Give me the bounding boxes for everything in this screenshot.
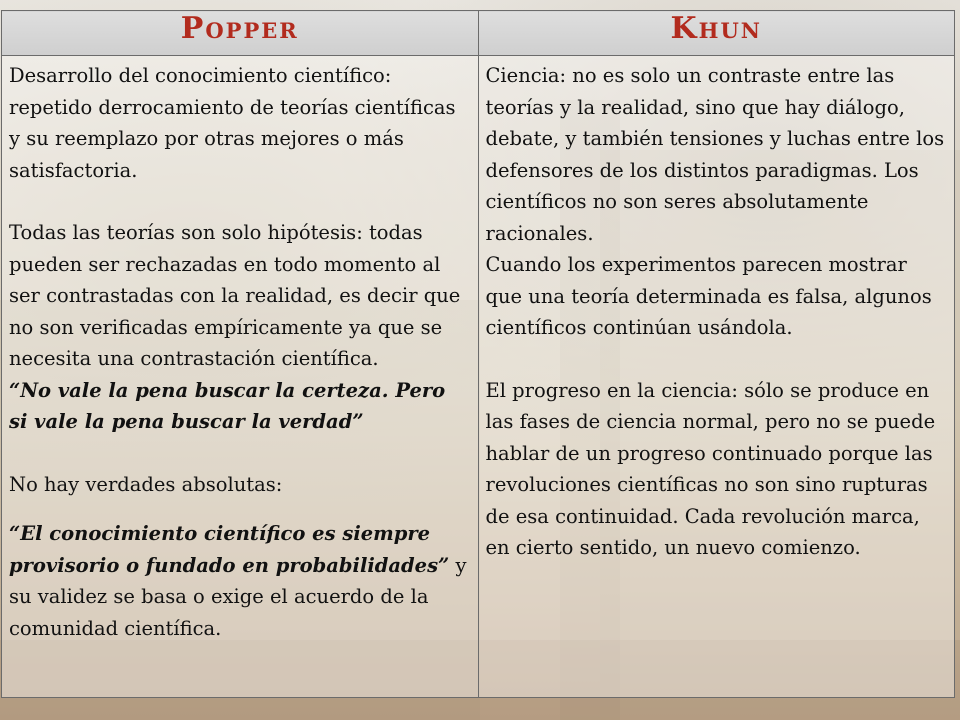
spacer	[9, 438, 470, 469]
spacer	[486, 344, 947, 375]
popper-paragraph-3: No hay verdades absolutas:	[9, 472, 283, 496]
khun-cell	[478, 56, 955, 698]
popper-cell	[2, 56, 479, 698]
popper-quote-1: “No vale la pena buscar la certeza. Pero si vale la pena buscar la verdad”	[9, 378, 446, 433]
popper-paragraph-4-tail: y su validez se basa o exige el acuerdo de la comunidad científica.	[9, 553, 467, 640]
khun-paragraph-1: Ciencia: no es solo un contraste entre las teorías y la realidad, sino que hay diálogo, debate, y también tensiones y luchas entre los defensores de los distintos paradigmas. Los científicos no son seres absolutamente racionales.	[485, 64, 945, 245]
popper-paragraph-4	[9, 518, 470, 644]
khun-paragraph-3: El progreso en la ciencia: sólo se produce en las fases de ciencia normal, pero no se puede hablar de un progreso continuado porque las revoluciones científicas no son sino rupturas de esa continuidad. Cada revolución marca, en cierto sentido, un nuevo comienzo.	[485, 378, 936, 559]
content-row	[2, 56, 955, 698]
header-popper: Popper	[2, 11, 479, 56]
popper-paragraph-1: Desarrollo del conocimiento científico: repetido derrocamiento de teorías científicas y su reemplazo por otras mejores o más satisfactoria.	[9, 64, 456, 182]
comparison-table	[1, 10, 955, 698]
popper-quote-2: “El conocimiento científico es siempre provisorio o fundado en probabilidades”	[9, 522, 450, 577]
popper-paragraph-2: Todas las teorías son solo hipótesis: todas pueden ser rechazadas en todo momento al ser contrastadas con la realidad, es decir que no son verificadas empíricamente ya que se necesita una contrastación científica.	[9, 221, 461, 370]
spacer	[9, 186, 470, 217]
spacer	[9, 500, 470, 518]
header-row	[2, 11, 955, 56]
khun-paragraph-2: Cuando los experimentos parecen mostrar que una teoría determinada es falsa, algunos científicos continúan usándola.	[485, 253, 932, 339]
header-khun: Khun	[478, 11, 955, 56]
